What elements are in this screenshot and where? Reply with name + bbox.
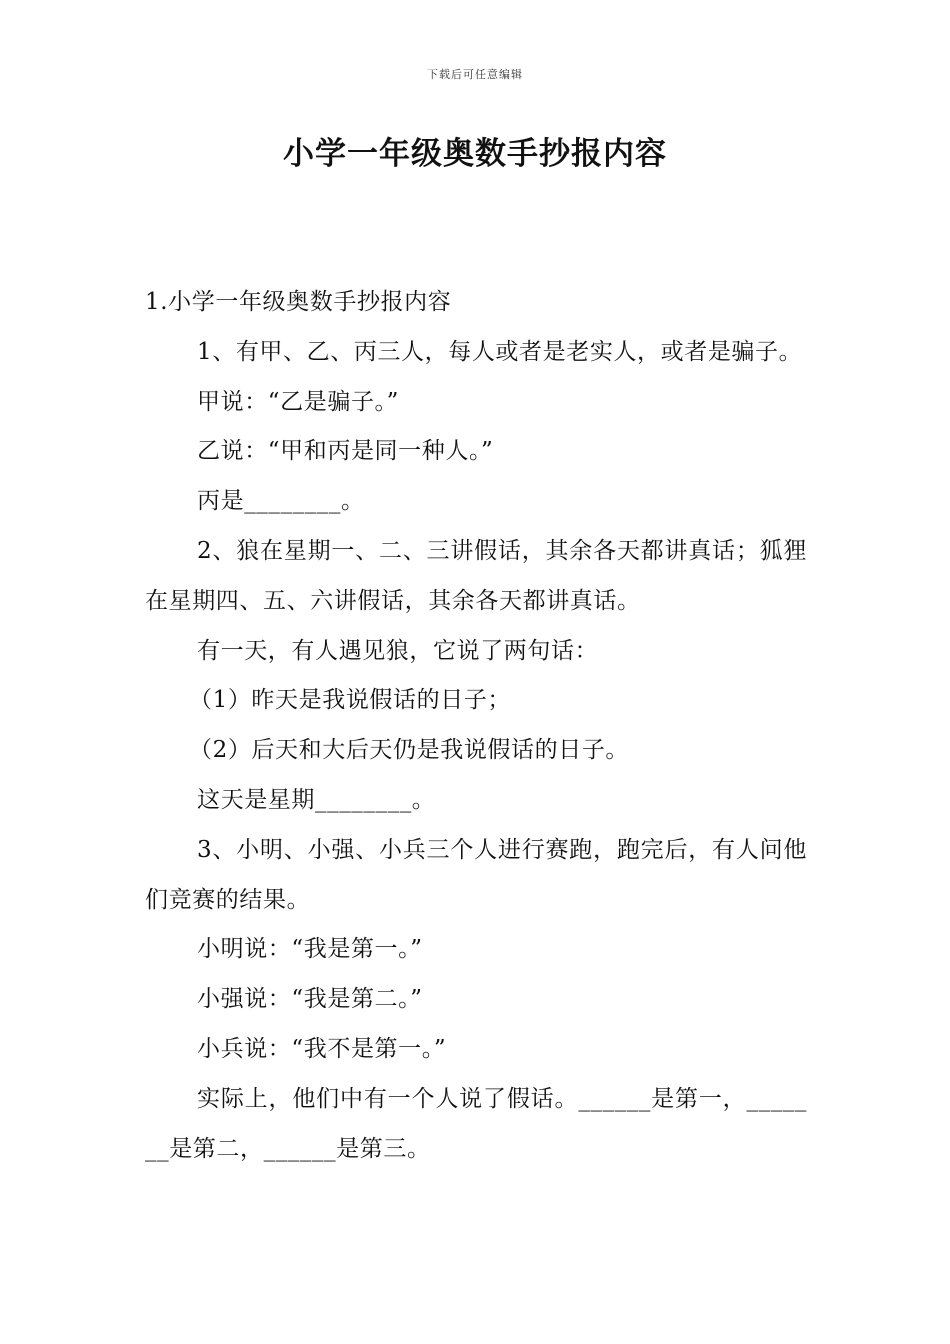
- paragraph: 有一天，有人遇见狼，它说了两句话：: [197, 637, 599, 664]
- paragraph: 这天是星期________。: [197, 786, 436, 813]
- paragraph: 小强说：“我是第二。”: [197, 986, 423, 1013]
- paragraph: 1、有甲、乙、丙三人，每人或者是老实人，或者是骗子。: [197, 338, 803, 365]
- paragraph: （2）后天和大后天仍是我说假话的日子。: [189, 737, 630, 764]
- paragraph: 小兵说：“我不是第一。”: [197, 1035, 447, 1062]
- document-body: [145, 278, 807, 1174]
- paragraph: 2、狼在星期一、二、三讲假话，其余各天都讲真话；狐狸在星期四、五、六讲假话，其余各天都讲真话。: [145, 537, 807, 614]
- paragraph: 乙说：“甲和丙是同一种人。”: [197, 438, 494, 465]
- paragraph: 小明说：“我是第一。”: [197, 936, 423, 963]
- paragraph: 丙是________。: [197, 488, 365, 515]
- paragraph: 甲说：“乙是骗子。”: [197, 388, 400, 415]
- paragraph: （1）昨天是我说假话的日子；: [189, 687, 512, 714]
- paragraph: 实际上，他们中有一个人说了假话。______是第一，_______是第二，______是第三。: [145, 1085, 807, 1162]
- header-note: 下载后可任意编辑: [427, 68, 523, 81]
- paragraph: 3、小明、小强、小兵三个人进行赛跑，跑完后，有人问他们竞赛的结果。: [145, 836, 807, 913]
- section-heading: 1.小学一年级奥数手抄报内容: [145, 289, 452, 315]
- page-title: 小学一年级奥数手抄报内容: [283, 136, 667, 172]
